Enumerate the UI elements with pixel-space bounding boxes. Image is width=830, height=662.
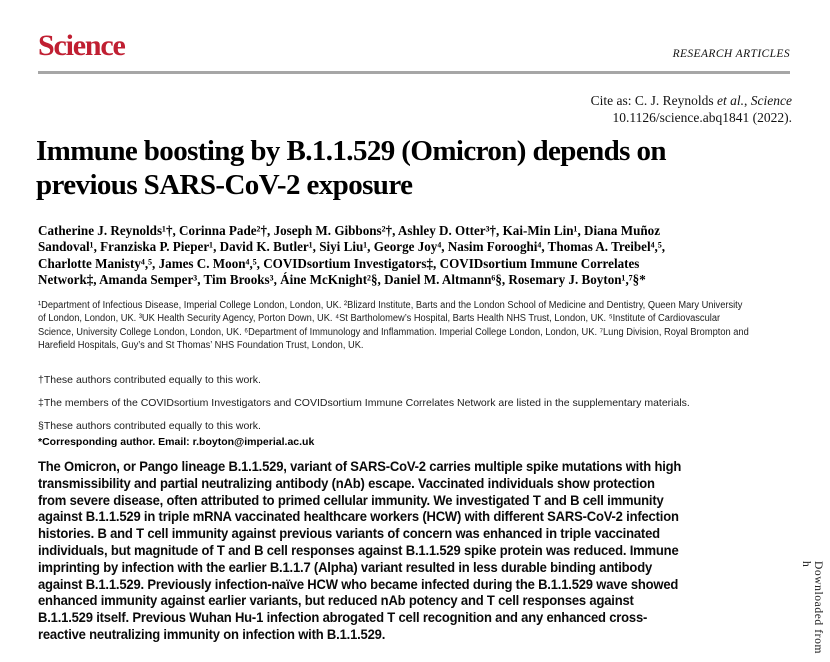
author-line: Sandoval¹, Franziska P. Pieper¹, David K. Butler¹, Siyi Liu¹, George Joy⁴, Nasim Forooghi⁴, Thomas A. Treibel⁴,⁵, [38,239,666,255]
corresponding-author-label: *Corresponding author. Email: [38,436,193,448]
abstract-line: against B.1.1.529 in triple mRNA vaccinated healthcare workers (HCW) with different SARS-CoV-2 infection [38,508,679,525]
author-line: Charlotte Manisty⁴,⁵, James C. Moon⁴,⁵, COVIDsortium Investigators‡, COVIDsortium Immune Correlates [38,255,640,271]
article-title-line-2: previous SARS-CoV-2 exposure [36,168,413,201]
citation-block [591,92,792,126]
footnote-consortium-members: ‡The members of the COVIDsortium Investigators and COVIDsortium Immune Correlates Network are listed in the supplementary materials. [38,397,690,409]
abstract-line: reactive neutralizing immunity on infection with B.1.1.529. [38,625,386,642]
article-title [36,135,666,202]
footnote-corresponding-author [38,436,314,448]
authors-block [38,223,684,289]
abstract-block [38,458,730,643]
abstract-line: from severe disease, often attributed to primed cellular immunity. We investigated T and B cell immunity [38,491,664,508]
science-journal-logo: Science [38,29,125,62]
section-label: RESEARCH ARTICLES [672,48,790,60]
abstract-line: against B.1.1.529. Previously infection-naïve HCW who became infected during the B.1.1.529 wave showed [38,575,679,592]
author-line: Catherine J. Reynolds¹†, Corinna Pade²†, Joseph M. Gibbons²†, Ashley D. Otter³†, Kai-Min Lin¹, Diana Muñoz [38,223,661,238]
citation-prefix: Cite as: C. J. Reynolds [590,93,718,108]
footnote-equal-contribution-dagger: †These authors contributed equally to this work. [38,374,261,386]
citation-line-2: 10.1126/science.abq1841 (2022). [612,110,792,125]
corresponding-email-link[interactable]: r.boyton@imperial.ac.uk [192,436,315,448]
abstract-line: enhanced immunity against earlier variants, but reduced nAb potency and T cell responses against [38,592,634,609]
abstract-line: The Omicron, or Pango lineage B.1.1.529, variant of SARS-CoV-2 carries multiple spike mutations with high [38,458,682,474]
citation-journal-name: Science [750,93,792,108]
citation-et-al: et al. [717,93,745,108]
citation-separator: , [744,93,751,108]
abstract-line: transmissibility and partial neutralizing antibody (nAb) escape. Vaccinated individuals show protection [38,474,655,491]
footnote-equal-contribution-section: §These authors contributed equally to this work. [38,420,261,432]
abstract-line: imprinting by infection with the earlier B.1.1.7 (Alpha) variant resulted in less durable binding antibody [38,558,653,575]
author-line: Network‡, Amanda Semper³, Tim Brooks³, Áine McKnight²§, Daniel M. Altmann⁶§, Rosemary J. Boyton¹,⁷§* [38,272,646,288]
affiliation-line: Science, University College London, London, UK. ⁶Department of Immunology and Inflammation. Imperial College London, London, UK. ⁷Lung Division, Royal Brompton and [38,326,749,338]
affiliation-line: Harefield Hospitals, Guy’s and St Thomas’ NHS Foundation Trust, London, UK. [38,340,364,352]
downloaded-from-watermark: Downloaded from h [800,561,824,654]
abstract-line: B.1.1.529 itself. Previous Wuhan Hu-1 infection abrogated T cell recognition and any enhanced cross- [38,609,648,626]
citation-line-1 [591,92,792,109]
affiliation-line: ¹Department of Infectious Disease, Imperial College London, London, UK. ²Blizard Institute, Barts and the London School of Medicine and Dentistry, Queen Mary University [38,300,743,311]
affiliation-line: of London, London, UK. ³UK Health Security Agency, Porton Down, UK. ⁴St Bartholomew’s Hospital, Barts Health NHS Trust, London, UK. ⁵Institute of Cardiovascular [38,313,721,325]
abstract-line: histories. B and T cell immunity against previous variants of concern was enhanced in triple vaccinated [38,525,660,542]
header-divider-rule [38,71,790,74]
abstract-line: individuals, but magnitude of T and B cell responses against B.1.1.529 spike protein was reduced. Immune [38,541,679,558]
article-title-line-1: Immune boosting by B.1.1.529 (Omicron) depends on [36,135,666,167]
affiliations-block [38,299,802,353]
